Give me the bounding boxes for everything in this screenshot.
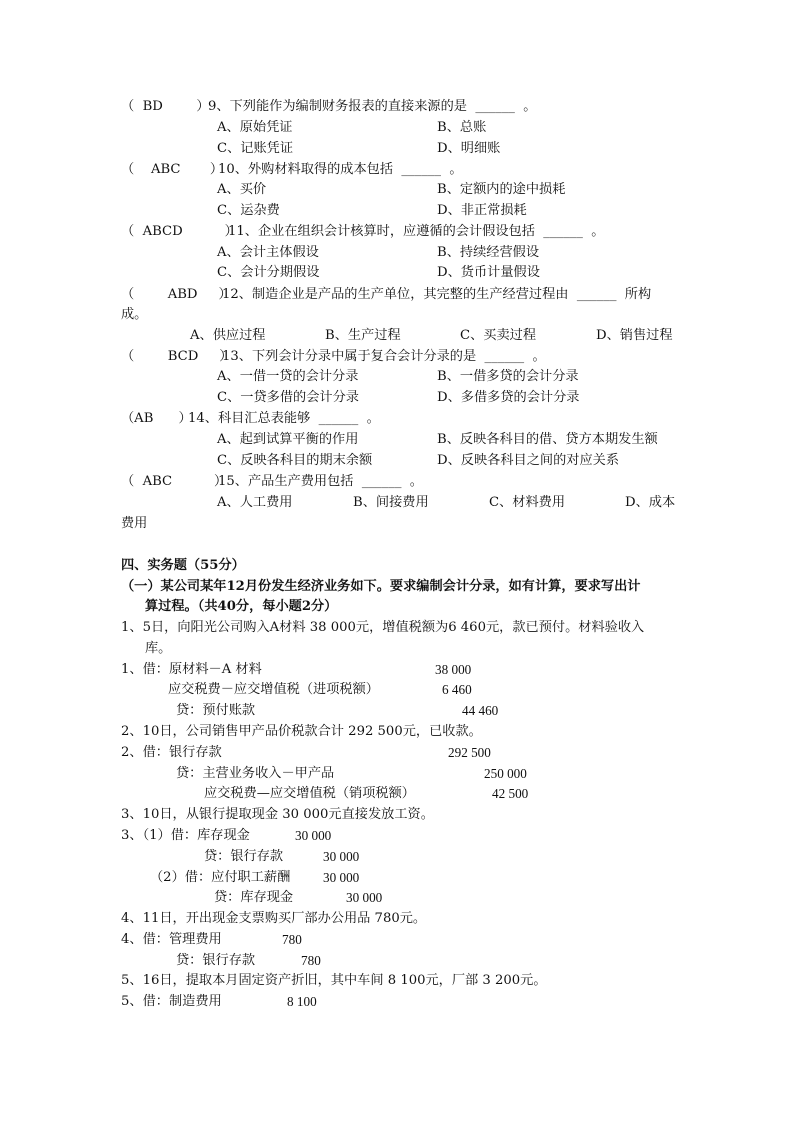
- q11-option-b: B、持续经营假设: [437, 245, 540, 260]
- section-intro-continued: 算过程。（共40分，每小题2分）: [145, 599, 338, 614]
- q10-option-c: C、运杂费: [217, 203, 280, 218]
- entry-3-1-debit-amount: 30 000: [295, 828, 332, 843]
- q9-option-a: A、原始凭证: [217, 120, 293, 135]
- q15-stem: 15、产品生产费用包括 ______ 。: [218, 474, 423, 489]
- q12-stem-continued: 成。: [121, 307, 148, 322]
- entry-3-1-credit: 贷：银行存款: [204, 849, 284, 864]
- item-1-text-continued: 库。: [145, 641, 172, 656]
- q10-option-d: D、非正常损耗: [437, 203, 527, 218]
- q12-option-b: B、生产过程: [325, 328, 401, 343]
- q13-option-c: C、一贷多借的会计分录: [217, 390, 359, 405]
- q9-stem: 9、下列能作为编制财务报表的直接来源的是 ______ 。: [208, 99, 537, 114]
- q14-option-a: A、起到试算平衡的作用: [217, 432, 359, 447]
- entry-1-debit-2: 应交税费－应交增值税（进项税额）: [168, 682, 379, 697]
- item-1-text: 1、5日，向阳光公司购入A材料 38 000元，增值税额为6 460元，款已预付。材料验收入: [121, 620, 645, 635]
- q12-stem: 12、制造企业是产品的生产单位，其完整的生产经营过程由 ______ 所构: [222, 287, 652, 302]
- q11-option-d: D、货币计量假设: [437, 265, 540, 280]
- q9-option-d: D、明细账: [437, 141, 501, 156]
- q14-option-c: C、反映各科目的期末余额: [217, 453, 373, 468]
- q10-option-b: B、定额内的途中损耗: [437, 182, 566, 197]
- section-intro: （一）某公司某年12月份发生经济业务如下。要求编制会计分录，如有计算，要求写出计: [121, 579, 641, 594]
- q15-option-d-continued: 费用: [121, 516, 148, 531]
- entry-1-debit-2-amount: 6 460: [442, 682, 472, 697]
- item-4-text: 4、11日，开出现金支票购买厂部办公用品 780元。: [121, 911, 427, 926]
- q11-option-c: C、会计分期假设: [217, 265, 320, 280]
- entry-1-debit-amount: 38 000: [435, 662, 472, 677]
- q11-option-a: A、会计主体假设: [217, 245, 319, 260]
- item-5-text: 5、16日，提取本月固定资产折旧，其中车间 8 100元，厂部 3 200元。: [121, 973, 547, 988]
- entry-3-2-credit-amount: 30 000: [346, 890, 383, 905]
- entry-4-debit-amount: 780: [282, 932, 302, 947]
- entry-1-credit: 贷：预付账款: [176, 703, 256, 718]
- q11-stem: 11、企业在组织会计核算时，应遵循的会计假设包括 ______ 。: [228, 224, 605, 239]
- entry-3-2-debit: （2）借：应付职工薪酬: [150, 870, 291, 885]
- q10-stem: 10、外购材料取得的成本包括 ______ 。: [218, 162, 463, 177]
- q9-answer: （ BD ）: [121, 99, 210, 114]
- q12-option-c: C、买卖过程: [460, 328, 537, 343]
- q15-answer: （ ABC ）: [121, 474, 228, 489]
- entry-2-credit-2-amount: 42 500: [492, 786, 529, 801]
- q9-option-b: B、总账: [437, 120, 487, 135]
- q10-answer: （ ABC ）: [121, 162, 224, 177]
- q13-option-a: A、一借一贷的会计分录: [217, 369, 359, 384]
- item-2-text: 2、10日，公司销售甲产品价税款合计 292 500元，已收款。: [121, 724, 482, 739]
- entry-4-debit: 4、借：管理费用: [121, 932, 222, 947]
- q14-option-b: B、反映各科目的借、贷方本期发生额: [437, 432, 658, 447]
- q12-option-d: D、销售过程: [596, 328, 673, 343]
- entry-2-credit-2: 应交税费—应交增值税（销项税额）: [204, 786, 415, 801]
- entry-2-debit: 2、借：银行存款: [121, 745, 222, 760]
- q15-option-b: B、间接费用: [353, 495, 429, 510]
- q15-option-d: D、成本: [625, 495, 676, 510]
- entry-1-credit-amount: 44 460: [462, 703, 499, 718]
- entry-4-credit-amount: 780: [301, 953, 321, 968]
- q14-stem: 14、科目汇总表能够 ______ 。: [188, 411, 380, 426]
- q13-option-b: B、一借多贷的会计分录: [437, 369, 579, 384]
- entry-4-credit: 贷：银行存款: [176, 953, 256, 968]
- entry-3-1-credit-amount: 30 000: [323, 849, 360, 864]
- entry-3-2-credit: 贷：库存现金: [214, 890, 294, 905]
- entry-2-debit-amount: 292 500: [448, 745, 491, 760]
- q13-option-d: D、多借多贷的会计分录: [437, 390, 580, 405]
- entry-3-1-debit: 3、（1）借：库存现金: [121, 828, 250, 843]
- q15-option-a: A、人工费用: [217, 495, 293, 510]
- entry-5-debit-amount: 8 100: [287, 994, 317, 1009]
- entry-5-debit: 5、借：制造费用: [121, 994, 222, 1009]
- q14-option-d: D、反映各科目之间的对应关系: [437, 453, 620, 468]
- entry-1-debit: 1、借：原材料－A 材料: [121, 662, 262, 677]
- q11-answer: （ ABCD ）: [121, 224, 238, 239]
- q13-answer: （ BCD ）: [121, 349, 233, 364]
- q13-stem: 13、下列会计分录中属于复合会计分录的是 ______ 。: [222, 349, 546, 364]
- q12-option-a: A、供应过程: [190, 328, 266, 343]
- section-title: 四、实务题（55分）: [121, 558, 245, 573]
- q9-option-c: C、记账凭证: [217, 141, 294, 156]
- entry-2-credit: 贷：主营业务收入－甲产品: [176, 766, 335, 781]
- q12-answer: （ ABD ）: [121, 287, 232, 302]
- q10-option-a: A、买价: [217, 182, 267, 197]
- entry-2-credit-amount: 250 000: [484, 766, 527, 781]
- entry-3-2-debit-amount: 30 000: [323, 870, 360, 885]
- q15-option-c: C、材料费用: [489, 495, 566, 510]
- q14-answer: （AB ）: [121, 411, 192, 426]
- item-3-text: 3、10日，从银行提取现金 30 000元直接发放工资。: [121, 807, 434, 822]
